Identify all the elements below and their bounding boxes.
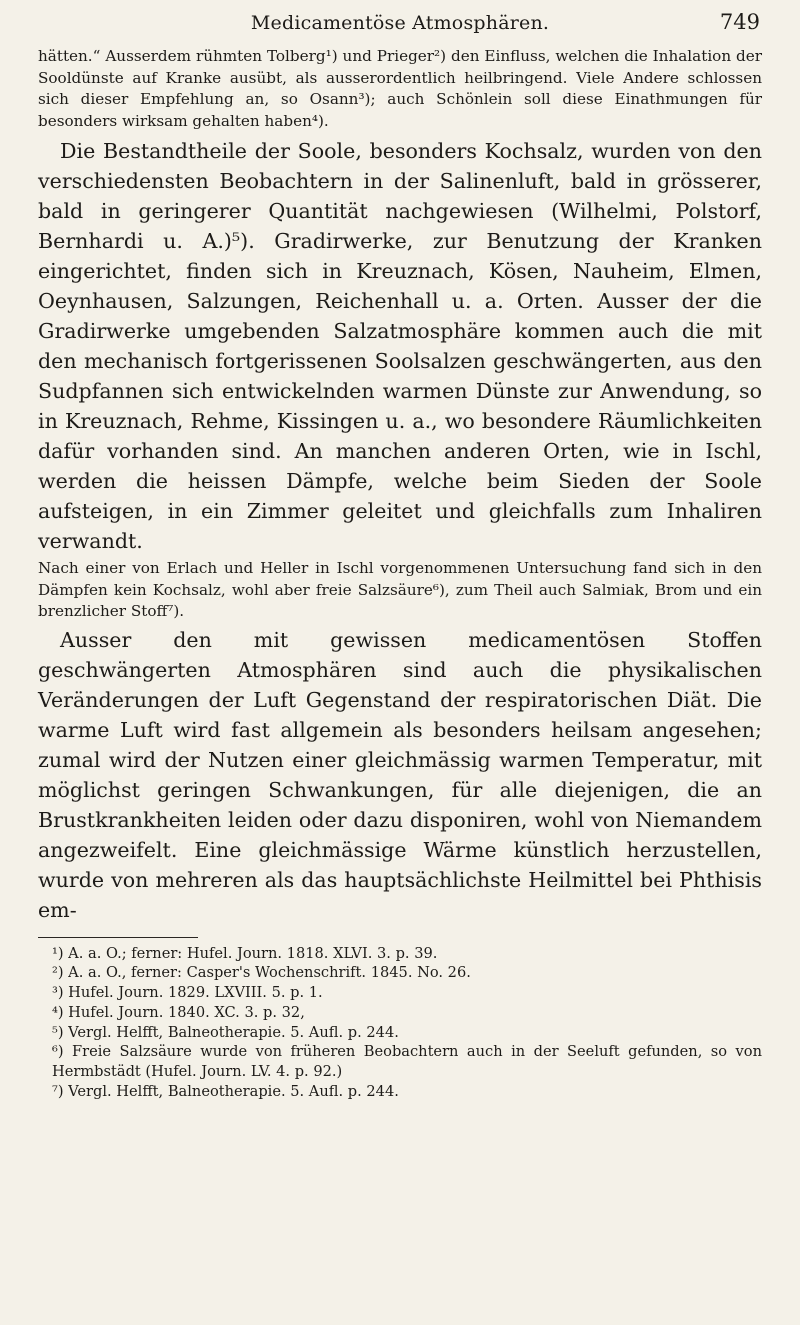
footnote: ³) Hufel. Journ. 1829. LXVIII. 5. p. 1. — [52, 984, 323, 1002]
page-header — [38, 0, 762, 44]
paragraph-warme-luft: Ausser den mit gewissen medicamentösen Stoffen geschwängerten Atmosphären sind auch die physikalischen Veränderungen der Luft Gegenstand der respiratorischen Diät. Die warme Luft wird fast allgemein als besonders heilsam angesehen; zumal wird der Nutzen einer gleichmässig warmen Temperatur, mit möglichst geringen Schwankungen, für alle diejenigen, die an Brustkrankheiten leiden oder dazu disponiren, wohl von Niemandem angezweifelt. Eine gleichmässige Wärme künstlich herzustellen, wurde von mehreren als das hauptsächlichste Heilmittel bei Phthisis em- — [38, 627, 762, 922]
footnote: ⁶) Freie Salzsäure wurde von früheren Beobachtern auch in der Seeluft gefunden, so von Hermbstädt (Hufel. Journ. LV. 4. p. 92.) — [52, 1043, 762, 1081]
paragraph-erlach-heller: Nach einer von Erlach und Heller in Ischl vorgenommenen Untersuchung fand sich in den Dämpfen kein Kochsalz, wohl aber freie Salzsäure⁶), zum Theil auch Salmiak, Brom und ein brenzlicher Stoff⁷). — [38, 559, 762, 620]
footnote: ¹) A. a. O.; ferner: Hufel. Journ. 1818. XLVI. 3. p. 39. — [52, 944, 438, 962]
footnotes — [38, 944, 762, 1102]
running-title: Medicamentöse Atmosphären. — [250, 12, 550, 34]
footnote-rule — [38, 937, 198, 938]
footnote: ⁴) Hufel. Journ. 1840. XC. 3. p. 32, — [52, 1003, 305, 1021]
footnote: ⁷) Vergl. Helfft, Balneotherapie. 5. Aufl. p. 244. — [52, 1083, 399, 1101]
paragraph-inhalation: hätten.“ Ausserdem rühmten Tolberg¹) und Prieger²) den Einfluss, welchen die Inhalation der Sooldünste auf Kranke ausübt, als ausserordentlich heilbringend. Viele Andere schlossen sich dieser Empfehlung an, so Osann³); auch Schönlein soll diese Einathmungen für besonders wirksam gehalten haben⁴). — [38, 47, 762, 130]
page-number: 749 — [719, 10, 760, 34]
paragraph-bestandtheile: Die Bestandtheile der Soole, besonders Kochsalz, wurden von den verschiedensten Beobachtern in der Salinenluft, bald in grösserer, bald in geringerer Quantität nachgewiesen (Wilhelmi, Polstorf, Bernhardi u. A.)⁵). Gradirwerke, zur Benutzung der Kranken eingerichtet, finden sich in Kreuznach, Kösen, Nauheim, Elmen, Oeynhausen, Salzungen, Reichenhall u. a. Orten. Ausser der die Gradirwerke umgebenden Salzatmosphäre kommen auch die mit den mechanisch fortgerissenen Soolsalzen geschwängerten, aus den Sudpfannen sich entwickelnden warmen Dünste zur Anwendung, so in Kreuznach, Rehme, Kissingen u. a., wo besondere Räumlichkeiten dafür vorhanden sind. An manchen anderen Orten, wie in Ischl, werden die heissen Dämpfe, welche beim Sieden der Soole aufsteigen, in ein Zimmer geleitet und gleichfalls zum Inhaliren verwandt. — [38, 139, 762, 553]
footnote: ⁵) Vergl. Helfft, Balneotherapie. 5. Aufl. p. 244. — [52, 1023, 399, 1041]
footnote: ²) A. a. O., ferner: Casper's Wochenschrift. 1845. No. 26. — [52, 964, 471, 982]
